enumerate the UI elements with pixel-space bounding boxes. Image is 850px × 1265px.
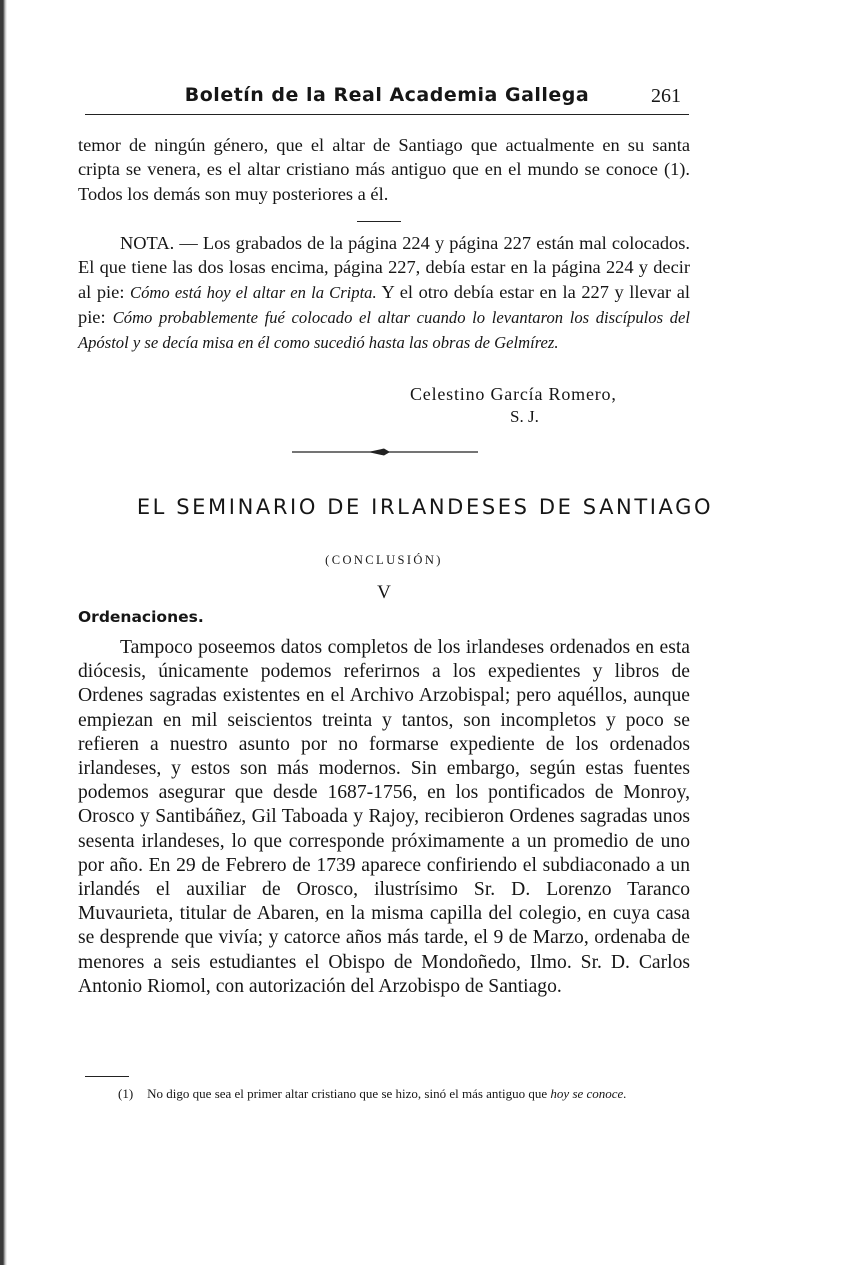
- article-subtitle: (CONCLUSIÓN): [325, 553, 443, 567]
- running-header: [85, 84, 689, 115]
- article-body: Tampoco poseemos datos completos de los irlandeses ordenados en esta diócesis, únicamente podemos referirnos a los expedientes y libros de Ordenes sagradas existentes en el Archivo Arzobispal; pero aquéllos, aunque empiezan en mil seiscientos treinta y tantos, son incompletos y poco se refieren a nuestro asunto por no formarse expediente de los ordenados irlandeses, y estos son más modernos. Sin embargo, según estas fuentes podemos asegurar que desde 1687-1756, en los pontificados de Monroy, Orosco y Santibáñez, Gil Taboada y Rajoy, recibieron Ordenes sagradas unos sesenta irlandeses, lo que corresponde próximamente a un promedio de uno por año. En 29 de Febrero de 1739 aparece confiriendo el subdiaconado a un irlandés el auxiliar de Orosco, ilustrísimo Sr. D. Lorenzo Taranco Muvaurieta, titular de Abaren, en la misma capilla del colegio, en cuya casa se desprende que vivía; y catorce años más tarde, el 9 de Marzo, ordenaba de menores a seis estudiantes el Obispo de Mondoñedo, Ilmo. Sr. D. Carlos Antonio Riomol, con autorización del Arzobispo de Santiago.: [78, 637, 690, 997]
- section-numeral: V: [377, 582, 391, 603]
- page-binding-edge: [0, 0, 7, 1265]
- nota-text-b: Y el otro debía estar en la 227 y llevar al pie:: [78, 281, 690, 327]
- footnote-text: No digo que sea el primer altar cristiano que se hizo, sinó el más antiguo que: [147, 1086, 551, 1101]
- footnote-rule: [85, 1076, 129, 1077]
- nota-text-a: NOTA. — Los grabados de la página 224 y página 227 están mal colocados. El que tiene las dos losas encima, página 227, debía estar en la página 224 y decir al pie:: [78, 233, 690, 302]
- footnote-emphasis: hoy se conoce.: [550, 1086, 627, 1101]
- ornament-divider: [292, 446, 478, 458]
- footnote-marker: (1): [118, 1086, 134, 1101]
- page-number: 261: [651, 85, 681, 107]
- nota-caption-a: Cómo está hoy el altar en la Cripta.: [130, 282, 377, 302]
- section-subheading: Ordenaciones.: [78, 608, 204, 626]
- signature-order: S. J.: [510, 407, 539, 426]
- separator-rule: [357, 221, 401, 222]
- article-title: EL SEMINARIO DE IRLANDESES DE SANTIAGO: [136, 495, 714, 519]
- intro-paragraph: temor de ningún género, que el altar de Santiago que actualmente en su santa cripta se venera, es el altar cristiano más antiguo que en el mundo se conoce (1). Todos los demás son muy posteriores a él.: [78, 135, 690, 204]
- footnote: [78, 1084, 690, 1104]
- nota-paragraph: [78, 231, 690, 355]
- nota-caption-b: Cómo probablemente fué colocado el altar cuando lo levantaron los discípulos del Apóstol y se decía misa en él como sucedió hasta las obras de Gelmírez.: [78, 307, 690, 353]
- signature-name: Celestino García Romero,: [410, 384, 617, 404]
- running-title: Boletín de la Real Academia Gallega: [184, 84, 590, 106]
